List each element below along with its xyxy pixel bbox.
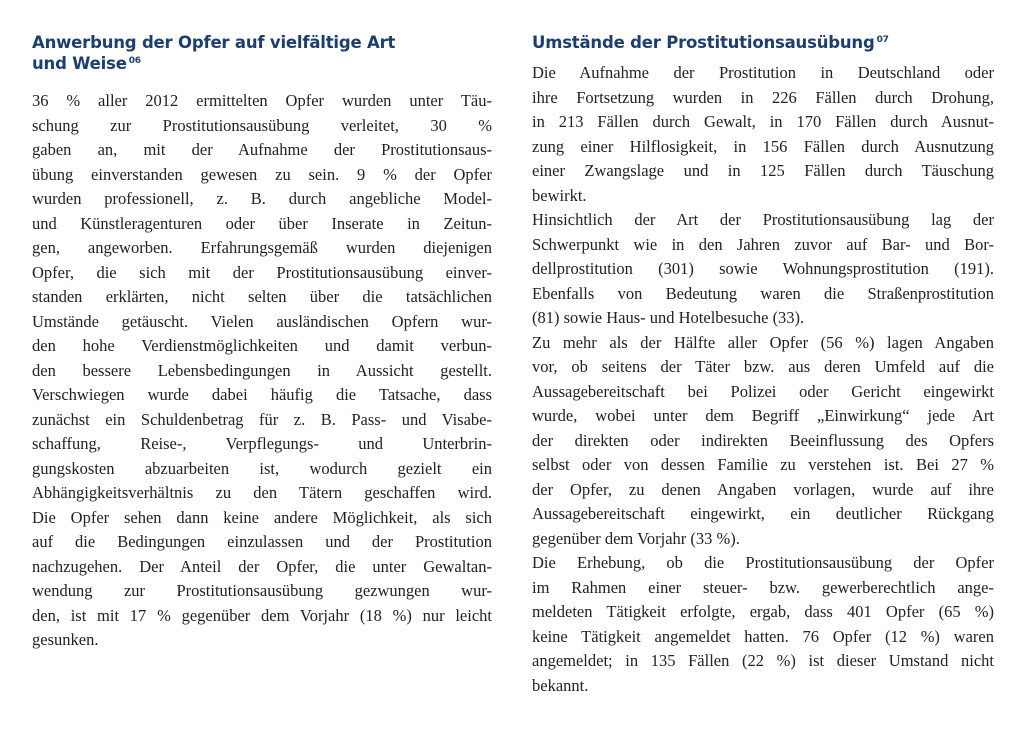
right-column — [532, 0, 994, 698]
text-line: zung einer Hilflosigkeit, in 156 Fällen durch Ausnutzung — [532, 136, 994, 156]
text-line: nachzugehen. Der Anteil der Opfer, die unter Gewaltan- — [32, 556, 492, 576]
text-line: und Künstleragenturen oder über Inserate in Zeitun- — [32, 213, 492, 233]
text-line: Hinsichtlich der Art der Prostitutionsausübung lag der — [532, 210, 994, 229]
text-line: bewirkt. — [532, 185, 587, 205]
right-heading-text: Umstände der Prostitutionsausübung — [532, 33, 875, 52]
text-line: gen, angeworben. Erfahrungsgemäß wurden diejenigen — [32, 238, 492, 257]
text-line: bekannt. — [532, 675, 589, 695]
text-line: dellprostitution (301) sowie Wohnungsprostitution (191). — [532, 259, 994, 278]
right-section-heading — [532, 32, 994, 53]
text-line: Ebenfalls von Bedeutung waren die Straßenprostitution — [532, 283, 994, 303]
text-line: schaffung, Reise-, Verpflegungs- und Unterbrin- — [32, 434, 492, 453]
text-line: Abhängigkeitsverhältnis zu den Tätern geschaffen wird. — [32, 483, 492, 502]
text-line: schung zur Prostitutionsausübung verleitet, 30 % — [32, 115, 492, 135]
text-line: wendung zur Prostitutionsausübung gezwungen wur- — [32, 581, 492, 600]
text-line: gungskosten abzuarbeiten ist, wodurch gezielt ein — [32, 458, 492, 478]
text-line: gaben an, mit der Aufnahme der Prostitutionsaus- — [32, 140, 492, 159]
text-line: Die Erhebung, ob die Prostitutionsausübung der Opfer — [532, 553, 994, 572]
text-line: in 213 Fällen durch Gewalt, in 170 Fällen durch Ausnut- — [532, 112, 994, 131]
text-line: 36 % aller 2012 ermittelten Opfer wurden unter Täu- — [32, 91, 492, 110]
text-line: angemeldet; in 135 Fällen (22 %) ist dieser Umstand nicht — [532, 651, 994, 670]
text-line: einer Zwangslage und in 125 Fällen durch Täuschung — [532, 161, 994, 180]
text-line: (81) sowie Haus- und Hotelbesuche (33). — [532, 308, 805, 327]
text-line: den, ist mit 17 % gegenüber dem Vorjahr (18 %) nur leicht — [32, 605, 492, 625]
text-line: ihre Fortsetzung wurden in 226 Fällen durch Drohung, — [532, 87, 994, 107]
text-line: den hohe Verdienstmöglichkeiten und damit verbun- — [32, 336, 492, 355]
left-column — [32, 0, 492, 653]
text-line: Opfer, die sich mit der Prostitutionsausübung einver- — [32, 262, 492, 282]
text-line: auf die Bedingungen einzulassen und der Prostitution — [32, 532, 492, 551]
text-line: Umstände getäuscht. Vielen ausländischen Opfern wur- — [32, 311, 492, 331]
text-line: meldeten Tätigkeit erfolgte, ergab, dass 401 Opfer (65 %) — [532, 602, 994, 621]
left-heading-line-1: Anwerbung der Opfer auf vielfältige Art — [32, 33, 396, 52]
right-body-text — [532, 61, 994, 698]
text-line: gesunken. — [32, 630, 99, 649]
text-line: zunächst ein Schuldenbetrag für z. B. Pass- und Visabe- — [32, 409, 492, 429]
footnote-marker: 07 — [876, 35, 889, 45]
text-line: standen erklärten, nicht selten über die tatsächlichen — [32, 287, 492, 306]
text-line: wurde, wobei unter dem Begriff „Einwirkung“ jede Art — [532, 406, 994, 425]
text-line: wurden professionell, z. B. durch angebliche Model- — [32, 189, 492, 208]
text-line: vor, ob seitens der Täter bzw. aus deren Umfeld auf die — [532, 357, 994, 376]
text-line: der direkten oder indirekten Beeinflussung des Opfers — [532, 430, 994, 450]
left-heading-line-2: und Weise — [32, 54, 127, 73]
text-line: Die Opfer sehen dann keine andere Möglichkeit, als sich — [32, 507, 492, 527]
text-line: selbst oder von dessen Familie zu verstehen ist. Bei 27 % — [532, 455, 994, 474]
text-line: den bessere Lebensbedingungen in Aussicht gestellt. — [32, 360, 492, 380]
left-body-text — [32, 89, 492, 653]
text-line: Zu mehr als der Hälfte aller Opfer (56 %) lagen Angaben — [532, 332, 994, 352]
text-line: keine Tätigkeit angemeldet hatten. 76 Opfer (12 %) waren — [532, 626, 994, 646]
text-line: Aussagebereitschaft bei Polizei oder Gericht eingewirkt — [532, 381, 994, 401]
text-line: Verschwiegen wurde dabei häufig die Tatsache, dass — [32, 385, 492, 404]
text-line: im Rahmen einer steuer- bzw. gewerberechtlich ange- — [532, 577, 994, 597]
left-section-heading — [32, 32, 492, 74]
text-line: gegenüber dem Vorjahr (33 %). — [532, 528, 740, 548]
text-line: übung einverstanden gewesen zu sein. 9 % der Opfer — [32, 164, 492, 184]
text-line: Die Aufnahme der Prostitution in Deutschland oder — [532, 63, 994, 82]
text-line: Aussagebereitschaft eingewirkt, ein deutlicher Rückgang — [532, 504, 994, 523]
text-line: Schwerpunkt wie in den Jahren zuvor auf Bar- und Bor- — [532, 234, 994, 254]
footnote-marker: 06 — [128, 56, 141, 66]
text-line: der Opfer, zu denen Angaben vorlagen, wurde auf ihre — [532, 479, 994, 499]
